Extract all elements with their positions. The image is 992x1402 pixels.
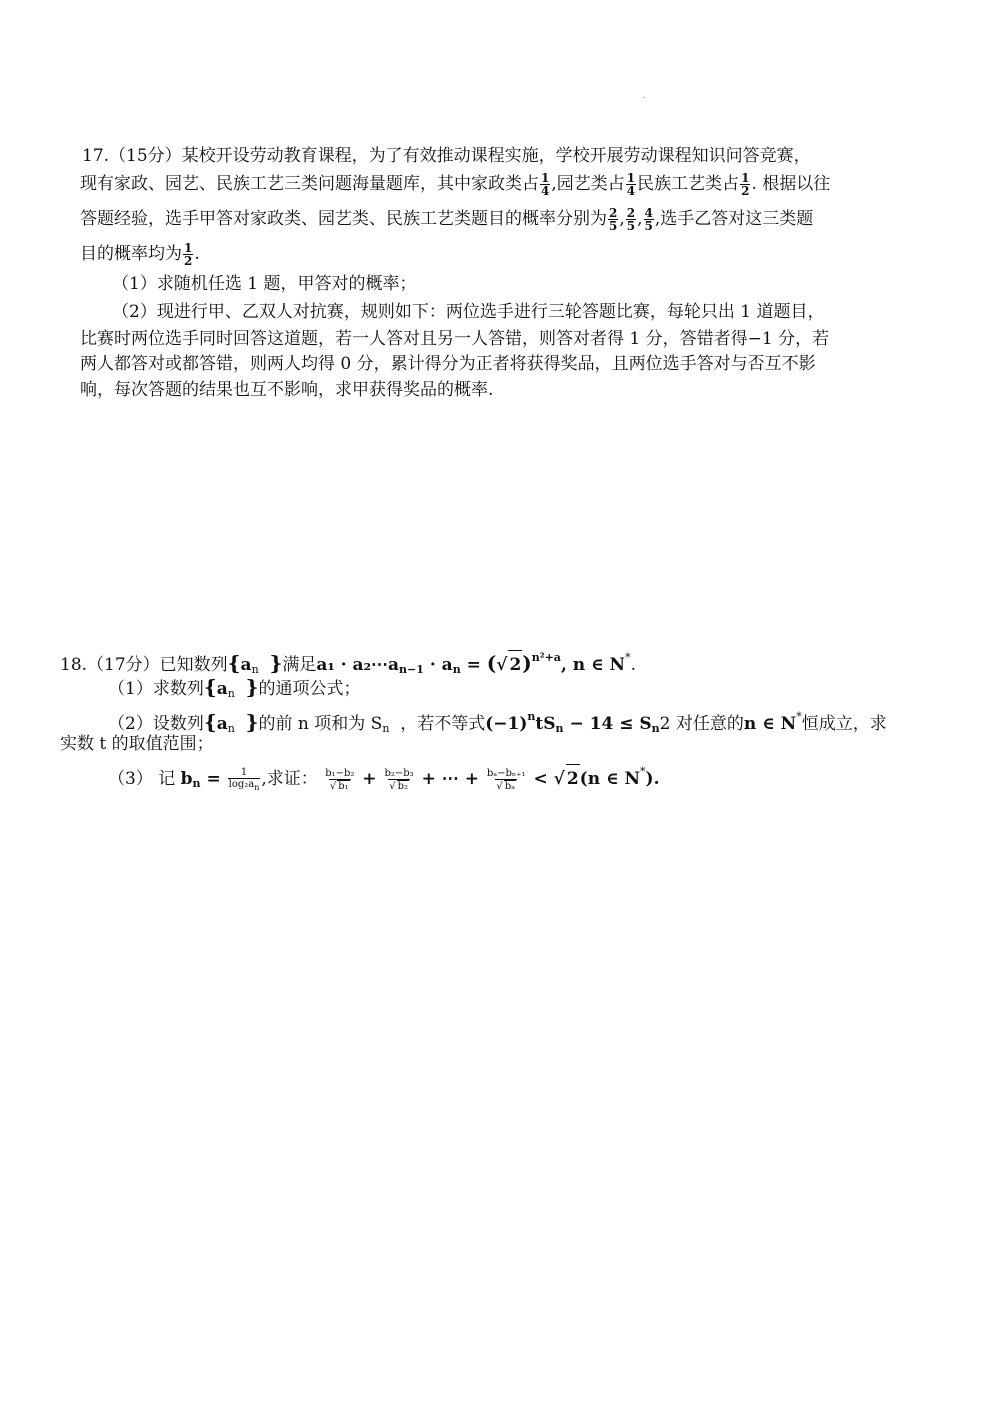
q17-line-2: 现有家政、园艺、民族工艺三类问题海量题库，其中家政类占 $\frac{1}{4}$ ,园艺类占 $\frac{1}{4}$ 民族工艺类占 $\frac{1}{2}$ . 根据以往	[80, 171, 831, 198]
product-expression: $a_1 \cdot a_2\cdots a_{n-1} \cdot a_n$ = (√ 2)$^{n^2+a}$	[316, 655, 561, 675]
q18-part-1: （1）求数列{$a_n$ }的通项公式；	[108, 675, 361, 700]
sum-term-n: $\frac{\text{bₐ−bₙ₊₁}}{\text{√ bₐ}}$	[486, 767, 526, 792]
sum-term-2: $\frac{\text{b₂−b₃}}{\text{√ b₂}}$	[384, 767, 414, 792]
inequality-expression: $(-1)^ntS_n - 14 \le S_n$	[485, 710, 660, 735]
sum-term-1: $\frac{\text{b₁−b₂}}{\text{√ b₁}}$	[325, 767, 355, 792]
fraction-four-fifths: $\frac{4}{5}$	[644, 206, 653, 233]
q17-part-2-line-1: （2）现进行甲、乙双人对抗赛，规则如下：两位选手进行三轮答题比赛，每轮只出 1 道题目，	[112, 302, 825, 322]
q17-line-4: 目的概率均为 $\frac{1}{2}$ .	[80, 241, 200, 268]
q17-part-1: （1）求随机任选 1 题，甲答对的概率；	[112, 274, 417, 294]
fraction-reciprocal-log: $\frac{1}{\log_2a_n}$	[228, 766, 260, 792]
fraction-one-half: $\frac{1}{2}$	[741, 171, 750, 198]
fraction-one-quarter: $\frac{1}{4}$	[626, 171, 636, 198]
q17-part-2-line-3: 两人都答对或都答错，则两人均得 0 分，累计得分为正者将获得奖品，且两位选手答对与否互不影	[80, 354, 816, 374]
q17-part-2-line-4: 响，每次答题的结果也互不影响，求甲获得奖品的概率.	[80, 380, 494, 400]
q18-part-3: （3） 记 $b_n$ = $\frac{1}{\log_2a_n}$ ,求证： $\frac{\text{b₁−b₂}}{\text{√ b₁}}$ + $\frac{\text{b₂−b₃}}{\text{√ b₂}}$ + ⋯ + $\frac{\text{bₐ−bₙ₊₁}}{\text{√ bₐ}}$ < √ 2(n ∈ N*).	[108, 765, 660, 792]
q18-part-2: （2）设数列{$a_n$ }的前 n 项和为 $S_n$ ，若不等式$(-1)^ntS_n - 14 \le S_n2$ 对任意的n ∈ N*恒成立，求	[108, 710, 887, 735]
fraction-two-fifths: $\frac{2}{5}$	[609, 206, 618, 233]
q17-line-3: 答题经验，选手甲答对家政类、园艺类、民族工艺类题目的概率分别为 $\frac{2}{5}$ , $\frac{2}{5}$ , $\frac{4}{5}$ ,选手乙答对这三类题	[80, 206, 814, 233]
q18-intro: 18.（17分）已知数列{$a_n$ }满足$a_1 \cdot a_2\cdots a_{n-1} \cdot a_n$ = (√ 2)$^{n^2+a}$, n ∈ N*.	[60, 644, 636, 684]
header-mark: .	[643, 91, 646, 100]
q17-line-1: 17.（15分）某校开设劳动教育课程，为了有效推动课程实施，学校开展劳动课程知识问答竞赛，	[82, 146, 811, 166]
fraction-two-fifths: $\frac{2}{5}$	[626, 206, 636, 233]
fraction-one-quarter: $\frac{1}{4}$	[541, 171, 550, 198]
fraction-one-half: $\frac{1}{2}$	[184, 241, 193, 268]
q17-part-2-line-2: 比赛时两位选手同时回答这道题，若一人答对且另一人答错，则答对者得 1 分，答错者得−1 分，若	[80, 329, 830, 349]
q18-part-2-line-2: 实数 t 的取值范围；	[60, 734, 214, 754]
